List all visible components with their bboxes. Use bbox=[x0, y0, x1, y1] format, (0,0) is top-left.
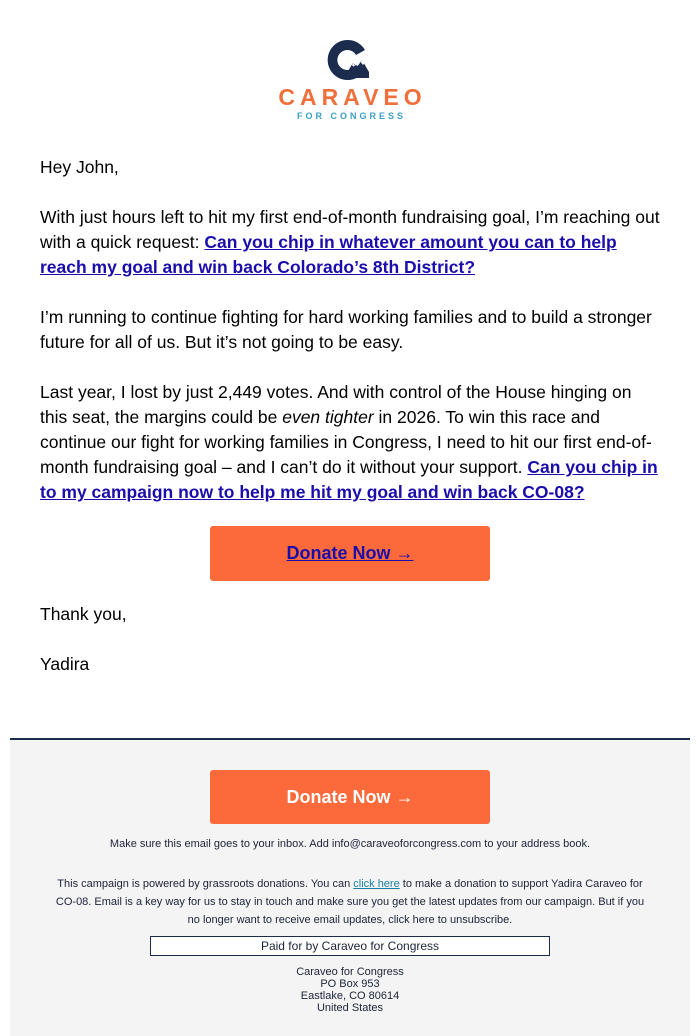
c-mountain-icon bbox=[326, 38, 370, 82]
email-body bbox=[0, 155, 700, 677]
paid-for-box: Paid for by Caraveo for Congress bbox=[150, 936, 550, 956]
click-here-link[interactable]: click here bbox=[353, 878, 400, 890]
paragraph-3-emphasis: even tighter bbox=[282, 407, 374, 427]
address-line: Caraveo for Congress bbox=[296, 966, 404, 978]
footer-paragraph-b: to make a donation to support Yadira Caraveo for CO-08. Email is a key way for us to stay in touch and make sure you get the latest updates from our campaign. But if you no longer want to receive email updates, click here to unsubscribe. bbox=[55, 878, 645, 926]
mailing-address bbox=[10, 966, 690, 1014]
logo-subtitle: FOR CONGRESS bbox=[296, 111, 406, 121]
inbox-note: Make sure this email goes to your inbox. Add info@caraveoforcongress.com to your address book. bbox=[109, 838, 591, 850]
footer-paragraph bbox=[50, 875, 650, 929]
address-line: United States bbox=[316, 1002, 384, 1014]
paragraph-3 bbox=[40, 380, 660, 505]
email-footer bbox=[10, 738, 690, 1036]
email-header bbox=[0, 0, 700, 140]
footer-donate-now-button[interactable]: Donate Now → bbox=[210, 770, 490, 824]
thanks-text: Thank you, bbox=[40, 604, 127, 624]
footer-paragraph-a: This campaign is powered by grassroots donations. You can bbox=[57, 878, 354, 890]
paragraph-3-text-b: in 2026. To win this race and continue our fight for working families in Congress, I need to hit our first end-of-month fundraising goal – and I can’t do it without your support. bbox=[40, 407, 652, 477]
paragraph-1 bbox=[40, 205, 660, 280]
chip-in-link-2[interactable]: Can you chip in to my campaign now to help me hit my goal and win back CO-08? bbox=[40, 457, 658, 502]
paragraph-1-text: With just hours left to hit my first end-of-month fundraising goal, I’m reaching out with a quick request: bbox=[40, 207, 660, 252]
greeting: Hey John, bbox=[40, 157, 119, 177]
address-line: Eastlake, CO 80614 bbox=[300, 990, 400, 1002]
paragraph-2: I’m running to continue fighting for hard working families and to build a stronger future for all of us. But it’s not going to be easy. bbox=[40, 307, 652, 352]
donate-now-button[interactable]: Donate Now → bbox=[210, 526, 490, 581]
signature: Yadira bbox=[40, 654, 90, 674]
address-line: PO Box 953 bbox=[320, 978, 380, 990]
chip-in-link-1[interactable]: Can you chip in whatever amount you can to help reach my goal and win back Colorado’s 8th District? bbox=[40, 232, 617, 277]
paragraph-3-text-a: Last year, I lost by just 2,449 votes. And with control of the House hinging on this seat, the margins could be bbox=[40, 382, 632, 427]
logo-name: CARAVEO bbox=[278, 84, 427, 110]
